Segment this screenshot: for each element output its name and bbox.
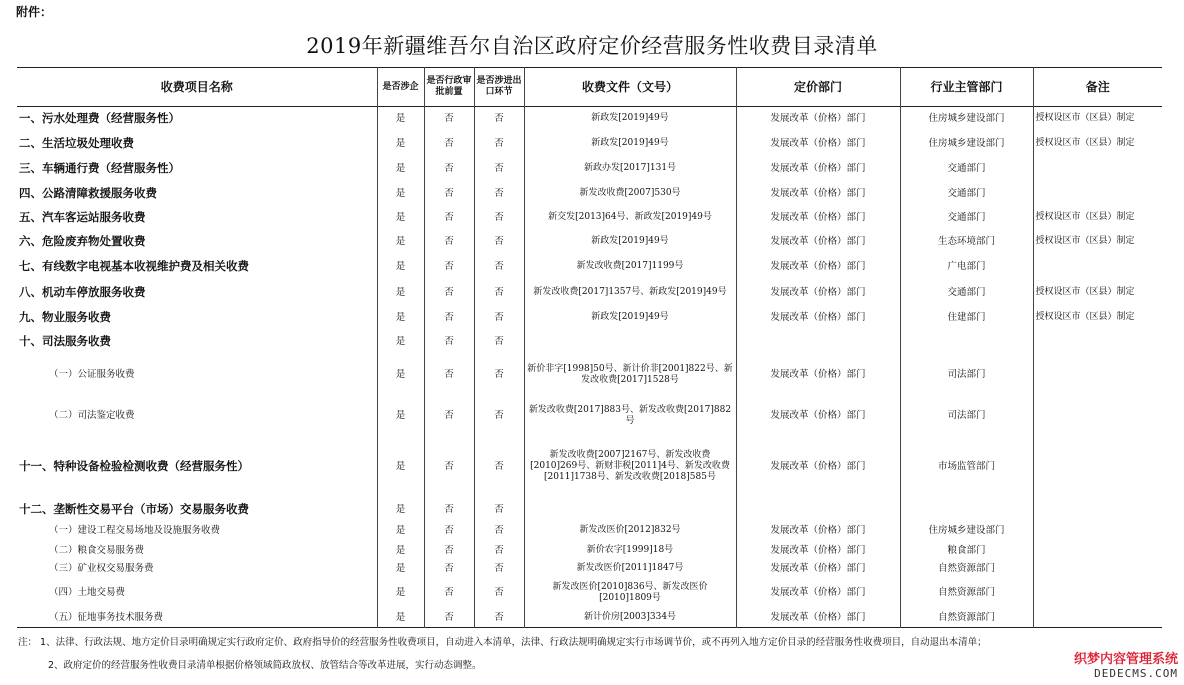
- cell-industry-dept: 住房城乡建设部门: [900, 107, 1033, 131]
- cell-remarks: [1033, 521, 1162, 541]
- cell-remarks: [1033, 608, 1162, 628]
- cell-enterprise: 是: [377, 305, 424, 331]
- cell-pricing-dept: 发展改革（价格）部门: [736, 107, 900, 131]
- cell-industry-dept: 广电部门: [900, 254, 1033, 280]
- cell-approval: 否: [424, 254, 474, 280]
- cell-pricing-dept: 发展改革（价格）部门: [736, 560, 900, 578]
- row-name: （三）矿业权交易服务费: [49, 563, 154, 574]
- cell-document: 新政发[2019]49号: [524, 230, 736, 254]
- cell-document: 新交发[2013]64号、新政发[2019]49号: [524, 206, 736, 230]
- cell-enterprise: 是: [377, 131, 424, 156]
- cell-industry-dept: [900, 499, 1033, 521]
- row-name: 六、危险废弃物处置收费: [19, 234, 146, 248]
- row-name: 五、汽车客运站服务收费: [19, 210, 146, 224]
- cell-pricing-dept: 发展改革（价格）部门: [736, 131, 900, 156]
- cell-enterprise: 是: [377, 107, 424, 131]
- cell-document: 新发改医价[2011]1847号: [524, 560, 736, 578]
- cell-enterprise: 是: [377, 254, 424, 280]
- cell-industry-dept: 司法部门: [900, 353, 1033, 397]
- cell-import-export: 否: [474, 435, 524, 499]
- row-name: （四）土地交易费: [49, 587, 126, 598]
- watermark: [1074, 648, 1178, 680]
- cell-import-export: 否: [474, 353, 524, 397]
- cell-approval: 否: [424, 107, 474, 131]
- cell-approval: 否: [424, 353, 474, 397]
- row-name: 四、公路清障救援服务收费: [19, 186, 157, 200]
- row-name: 七、有线数字电视基本收视维护费及相关收费: [19, 259, 249, 273]
- row-name: 十一、特种设备检验检测收费（经营服务性）: [19, 459, 249, 473]
- cell-enterprise: 是: [377, 182, 424, 206]
- cell-import-export: 否: [474, 182, 524, 206]
- cell-approval: 否: [424, 397, 474, 435]
- table-row: [17, 305, 1162, 331]
- watermark-line2: DEDECMS.COM: [1094, 667, 1178, 680]
- table-row: [17, 541, 1162, 560]
- header-import-export: 是否涉进出口环节: [474, 68, 524, 107]
- cell-industry-dept: 自然资源部门: [900, 560, 1033, 578]
- cell-import-export: 否: [474, 230, 524, 254]
- cell-import-export: 否: [474, 560, 524, 578]
- table-row: [17, 560, 1162, 578]
- cell-industry-dept: 交通部门: [900, 156, 1033, 182]
- cell-pricing-dept: [736, 499, 900, 521]
- cell-enterprise: 是: [377, 230, 424, 254]
- cell-document: 新政发[2019]49号: [524, 107, 736, 131]
- cell-approval: 否: [424, 541, 474, 560]
- cell-import-export: 否: [474, 156, 524, 182]
- cell-remarks: [1033, 353, 1162, 397]
- cell-enterprise: 是: [377, 435, 424, 499]
- cell-pricing-dept: 发展改革（价格）部门: [736, 182, 900, 206]
- cell-import-export: 否: [474, 305, 524, 331]
- cell-pricing-dept: 发展改革（价格）部门: [736, 305, 900, 331]
- cell-industry-dept: 交通部门: [900, 182, 1033, 206]
- cell-approval: 否: [424, 435, 474, 499]
- cell-approval: 否: [424, 521, 474, 541]
- table-row: [17, 331, 1162, 353]
- cell-industry-dept: 司法部门: [900, 397, 1033, 435]
- table-row: [17, 206, 1162, 230]
- cell-import-export: 否: [474, 107, 524, 131]
- cell-remarks: 授权设区市（区县）制定: [1033, 230, 1162, 254]
- cell-remarks: [1033, 156, 1162, 182]
- table-row: [17, 521, 1162, 541]
- cell-pricing-dept: 发展改革（价格）部门: [736, 578, 900, 608]
- cell-approval: 否: [424, 608, 474, 628]
- cell-pricing-dept: 发展改革（价格）部门: [736, 254, 900, 280]
- table-row: [17, 578, 1162, 608]
- footnote-2: 2、政府定价的经营服务性收费目录清单根据价格领域简政放权、放管结合等改革进展，实行动态调整。: [48, 660, 482, 671]
- cell-document: 新价非字[1998]50号、新计价非[2001]822号、新发改收费[2017]1528号: [524, 353, 736, 397]
- table-row: [17, 156, 1162, 182]
- header-remarks: 备注: [1033, 68, 1162, 107]
- table-row: [17, 499, 1162, 521]
- row-name: 一、污水处理费（经营服务性）: [19, 111, 180, 126]
- row-name: 九、物业服务收费: [19, 310, 111, 324]
- cell-remarks: [1033, 499, 1162, 521]
- cell-document: 新计价房[2003]334号: [524, 608, 736, 628]
- header-name: 收费项目名称: [160, 79, 233, 94]
- cell-document: 新政发[2019]49号: [524, 131, 736, 156]
- table-row: [17, 230, 1162, 254]
- cell-import-export: 否: [474, 608, 524, 628]
- cell-pricing-dept: 发展改革（价格）部门: [736, 353, 900, 397]
- cell-approval: 否: [424, 156, 474, 182]
- table-row: [17, 397, 1162, 435]
- cell-industry-dept: 生态环境部门: [900, 230, 1033, 254]
- table-row: [17, 608, 1162, 628]
- cell-approval: 否: [424, 305, 474, 331]
- fee-table: [17, 67, 1162, 628]
- cell-import-export: 否: [474, 280, 524, 305]
- row-name: 三、车辆通行费（经营服务性）: [19, 161, 180, 175]
- cell-pricing-dept: 发展改革（价格）部门: [736, 397, 900, 435]
- cell-industry-dept: [900, 331, 1033, 353]
- cell-approval: 否: [424, 182, 474, 206]
- cell-import-export: 否: [474, 131, 524, 156]
- cell-document: 新发改收费[2017]1357号、新政发[2019]49号: [524, 280, 736, 305]
- table-row: [17, 280, 1162, 305]
- cell-enterprise: 是: [377, 608, 424, 628]
- cell-enterprise: 是: [377, 280, 424, 305]
- cell-import-export: 否: [474, 499, 524, 521]
- cell-pricing-dept: 发展改革（价格）部门: [736, 230, 900, 254]
- cell-remarks: [1033, 541, 1162, 560]
- cell-import-export: 否: [474, 541, 524, 560]
- cell-enterprise: 是: [377, 397, 424, 435]
- attachment-label: 附件：: [16, 5, 53, 19]
- cell-document: 新政发[2019]49号: [524, 305, 736, 331]
- cell-pricing-dept: 发展改革（价格）部门: [736, 156, 900, 182]
- row-name: （一）公证服务收费: [49, 369, 135, 380]
- watermark-line1: 织梦内容管理系统: [1073, 652, 1178, 667]
- cell-remarks: 授权设区市（区县）制定: [1033, 206, 1162, 230]
- row-name: （五）征地事务技术服务费: [49, 611, 164, 623]
- cell-remarks: [1033, 254, 1162, 280]
- page-title: 2019年新疆维吾尔自治区政府定价经营服务性收费目录清单: [306, 34, 878, 58]
- table-row: [17, 182, 1162, 206]
- cell-import-export: 否: [474, 254, 524, 280]
- cell-remarks: 授权设区市（区县）制定: [1033, 107, 1162, 131]
- cell-industry-dept: 交通部门: [900, 280, 1033, 305]
- cell-import-export: 否: [474, 397, 524, 435]
- cell-approval: 否: [424, 131, 474, 156]
- table-header: [17, 68, 1162, 107]
- cell-approval: 否: [424, 280, 474, 305]
- cell-remarks: [1033, 560, 1162, 578]
- cell-enterprise: 是: [377, 353, 424, 397]
- table-row: [17, 435, 1162, 499]
- table-row: [17, 131, 1162, 156]
- cell-pricing-dept: [736, 331, 900, 353]
- cell-remarks: [1033, 331, 1162, 353]
- header-pricing-dept: 定价部门: [736, 68, 900, 107]
- cell-remarks: [1033, 397, 1162, 435]
- cell-document: [524, 499, 736, 521]
- cell-remarks: [1033, 435, 1162, 499]
- cell-document: 新价农字[1999]18号: [524, 541, 736, 560]
- cell-import-export: 否: [474, 206, 524, 230]
- header-document: 收费文件（文号）: [524, 68, 736, 107]
- cell-industry-dept: 交通部门: [900, 206, 1033, 230]
- cell-approval: 否: [424, 331, 474, 353]
- cell-approval: 否: [424, 206, 474, 230]
- cell-remarks: 授权设区市（区县）制定: [1033, 131, 1162, 156]
- row-name: （二）粮食交易服务费: [49, 544, 145, 556]
- cell-remarks: [1033, 578, 1162, 608]
- cell-approval: 否: [424, 578, 474, 608]
- cell-remarks: [1033, 182, 1162, 206]
- cell-import-export: 否: [474, 578, 524, 608]
- cell-industry-dept: 市场监管部门: [900, 435, 1033, 499]
- cell-industry-dept: 粮食部门: [900, 541, 1033, 560]
- cell-approval: 否: [424, 499, 474, 521]
- row-name: （一）建设工程交易场地及设施服务收费: [49, 525, 221, 536]
- cell-pricing-dept: 发展改革（价格）部门: [736, 521, 900, 541]
- cell-approval: 否: [424, 560, 474, 578]
- cell-import-export: 否: [474, 521, 524, 541]
- table-row: [17, 254, 1162, 280]
- cell-remarks: 授权设区市（区县）制定: [1033, 305, 1162, 331]
- row-name: 十、司法服务收费: [19, 334, 111, 348]
- header-enterprise: 是否涉企: [377, 68, 424, 107]
- cell-document: [524, 331, 736, 353]
- cell-enterprise: 是: [377, 331, 424, 353]
- cell-enterprise: 是: [377, 541, 424, 560]
- cell-pricing-dept: 发展改革（价格）部门: [736, 206, 900, 230]
- cell-document: 新发改收费[2007]2167号、新发改收费[2010]269号、新财非税[2011]4号、新发改收费[2011]1738号、新发改收费[2018]585号: [524, 435, 736, 499]
- cell-enterprise: 是: [377, 578, 424, 608]
- cell-pricing-dept: 发展改革（价格）部门: [736, 541, 900, 560]
- cell-document: 新发改收费[2017]883号、新发改收费[2017]882号: [524, 397, 736, 435]
- header-approval: 是否行政审批前置: [424, 68, 474, 107]
- table-row: [17, 107, 1162, 131]
- row-name: 二、生活垃圾处理收费: [19, 135, 134, 150]
- cell-remarks: 授权设区市（区县）制定: [1033, 280, 1162, 305]
- table-row: [17, 353, 1162, 397]
- cell-document: 新发改收费[2007]530号: [524, 182, 736, 206]
- cell-industry-dept: 自然资源部门: [900, 608, 1033, 628]
- cell-industry-dept: 住房城乡建设部门: [900, 131, 1033, 156]
- cell-enterprise: 是: [377, 560, 424, 578]
- cell-enterprise: 是: [377, 206, 424, 230]
- cell-enterprise: 是: [377, 521, 424, 541]
- cell-pricing-dept: 发展改革（价格）部门: [736, 280, 900, 305]
- cell-industry-dept: 自然资源部门: [900, 578, 1033, 608]
- header-industry-dept: 行业主管部门: [900, 68, 1033, 107]
- cell-pricing-dept: 发展改革（价格）部门: [736, 435, 900, 499]
- cell-import-export: 否: [474, 331, 524, 353]
- cell-document: 新发改医价[2012]832号: [524, 521, 736, 541]
- cell-approval: 否: [424, 230, 474, 254]
- row-name: 十二、垄断性交易平台（市场）交易服务收费: [19, 502, 249, 516]
- cell-document: 新发改医价[2010]836号、新发改医价[2010]1809号: [524, 578, 736, 608]
- footnote-1: 注： 1、法律、行政法规、地方定价目录明确规定实行政府定价、政府指导价的经营服务性收费项目，自动进入本清单，法律、行政法规明确规定实行市场调节价，或不再列入地方定价目录的经营服务性收费项目，自动退出本清单；: [18, 637, 987, 648]
- cell-document: 新发改收费[2017]1199号: [524, 254, 736, 280]
- cell-enterprise: 是: [377, 499, 424, 521]
- row-name: （二）司法鉴定收费: [49, 410, 135, 421]
- cell-industry-dept: 住房城乡建设部门: [900, 521, 1033, 541]
- row-name: 八、机动车停放服务收费: [19, 284, 146, 299]
- cell-enterprise: 是: [377, 156, 424, 182]
- cell-document: 新政办发[2017]131号: [524, 156, 736, 182]
- cell-pricing-dept: 发展改革（价格）部门: [736, 608, 900, 628]
- cell-industry-dept: 住建部门: [900, 305, 1033, 331]
